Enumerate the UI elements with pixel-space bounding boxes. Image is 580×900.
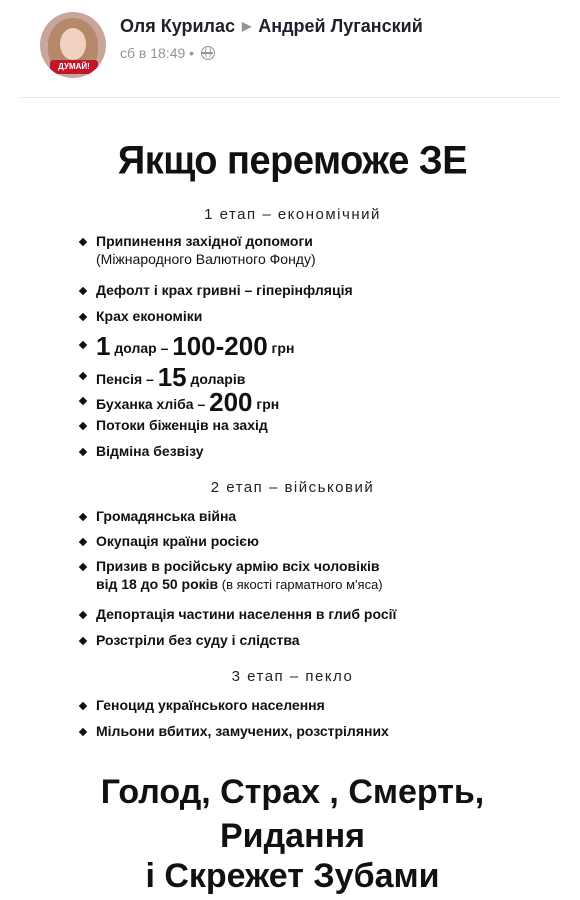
list-item: Буханка хліба – 200 грн — [80, 387, 279, 418]
avatar-badge: ДУМАЙ! — [50, 60, 98, 74]
list-item: Окупація країни росією — [80, 533, 259, 549]
finale-line-1: Голод, Страх , Смерть, — [100, 773, 485, 811]
list-item: Пенсія – 15 доларів — [80, 362, 245, 393]
header-divider — [20, 97, 560, 98]
post-names — [120, 16, 423, 37]
list-item: Розстріли без суду і слідства — [80, 632, 300, 648]
list-item: Депортація частини населення в глиб росії — [80, 606, 396, 622]
list-item: Геноцид українського населення — [80, 697, 325, 713]
author-name-link[interactable]: Оля Курилас — [120, 16, 235, 36]
diamond-bullet-icon — [79, 313, 87, 321]
diamond-bullet-icon — [79, 397, 87, 405]
diamond-bullet-icon — [79, 513, 87, 521]
diamond-bullet-icon — [79, 238, 87, 246]
list-item: Громадянська війна — [80, 508, 236, 524]
list-item: Мільони вбитих, замучених, розстріляних — [80, 723, 389, 739]
post-header — [0, 0, 580, 98]
meta-separator: • — [189, 45, 195, 61]
author-avatar[interactable] — [40, 12, 106, 78]
list-item: Дефолт і крах гривні – гіперінфляція — [80, 282, 353, 298]
list-item: Припинення західної допомоги (Міжнародного Валютного Фонду) — [80, 233, 316, 267]
diamond-bullet-icon — [79, 287, 87, 295]
stage1-heading: 1 етап – економічний — [204, 206, 381, 223]
recipient-name-link[interactable]: Андрей Луганский — [258, 16, 423, 36]
post-timestamp-link[interactable]: сб в 18:49 — [120, 45, 186, 61]
diamond-bullet-icon — [79, 372, 87, 380]
stage3-heading: 3 етап – пекло — [231, 668, 354, 685]
post-meta — [120, 45, 215, 61]
diamond-bullet-icon — [79, 538, 87, 546]
list-item: Відміна безвізу — [80, 443, 204, 459]
diamond-bullet-icon — [79, 637, 87, 645]
avatar-face — [60, 28, 86, 60]
stage2-heading: 2 етап – військовий — [210, 479, 375, 496]
diamond-bullet-icon — [79, 611, 87, 619]
poster-image[interactable] — [40, 130, 545, 900]
list-item: Потоки біженців на захід — [80, 417, 268, 433]
shared-to-arrow-icon: ▶ — [241, 19, 252, 33]
public-globe-icon[interactable] — [201, 46, 215, 60]
diamond-bullet-icon — [79, 702, 87, 710]
diamond-bullet-icon — [79, 728, 87, 736]
diamond-bullet-icon — [79, 448, 87, 456]
list-item: Призив в російську армію всіх чоловіків від 18 до 50 років (в якості гарматного м'яса) — [80, 558, 383, 592]
poster-title: Якщо переможе ЗЕ — [117, 138, 468, 184]
diamond-bullet-icon — [79, 422, 87, 430]
finale-line-2: Ридання — [220, 817, 365, 855]
diamond-bullet-icon — [79, 341, 87, 349]
diamond-bullet-icon — [79, 563, 87, 571]
list-item: Крах економіки — [80, 308, 202, 324]
finale-line-3: і Скрежет Зубами — [145, 857, 440, 895]
list-item: 1 долар – 100-200 грн — [80, 331, 294, 362]
